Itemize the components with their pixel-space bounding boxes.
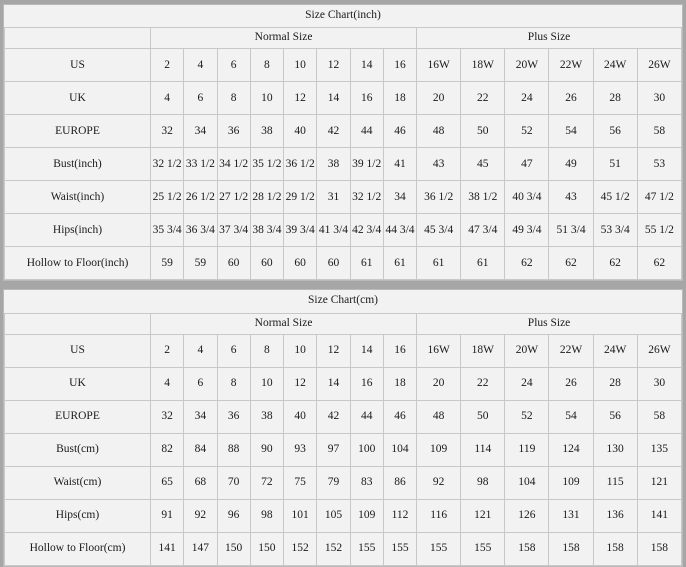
cell: 114	[461, 433, 505, 466]
group-corner-cell	[5, 313, 151, 334]
cell: 42 3/4	[350, 214, 383, 247]
table-row	[5, 214, 682, 247]
cell: 18	[383, 367, 416, 400]
cell: 32	[150, 115, 183, 148]
cell: 29 1/2	[284, 181, 317, 214]
cell: 104	[383, 433, 416, 466]
cell: 70	[217, 466, 250, 499]
cell: 6	[217, 334, 250, 367]
cell: 35 3/4	[150, 214, 183, 247]
row-label-uk: UK	[5, 367, 151, 400]
cell: 82	[150, 433, 183, 466]
cell: 109	[350, 499, 383, 532]
cell: 60	[284, 247, 317, 280]
cell: 72	[250, 466, 283, 499]
table-row	[5, 367, 682, 400]
cell: 32 1/2	[150, 148, 183, 181]
cell: 4	[184, 49, 217, 82]
page-title: Size Chart(cm)	[5, 290, 682, 313]
cell: 34	[184, 115, 217, 148]
cell: 39 1/2	[350, 148, 383, 181]
table-row	[5, 433, 682, 466]
cell: 152	[317, 532, 350, 565]
cell: 60	[317, 247, 350, 280]
cell: 22	[461, 82, 505, 115]
cell: 18W	[461, 334, 505, 367]
cell: 98	[250, 499, 283, 532]
cell: 61	[350, 247, 383, 280]
cell: 41	[383, 148, 416, 181]
cell: 49	[549, 148, 593, 181]
cell: 36 1/2	[417, 181, 461, 214]
cell: 158	[505, 532, 549, 565]
cell: 60	[250, 247, 283, 280]
cell: 141	[637, 499, 681, 532]
cell: 158	[549, 532, 593, 565]
cell: 44	[350, 115, 383, 148]
cell: 26 1/2	[184, 181, 217, 214]
cell: 105	[317, 499, 350, 532]
cell: 121	[461, 499, 505, 532]
cell: 16	[350, 82, 383, 115]
cell: 124	[549, 433, 593, 466]
cell: 130	[593, 433, 637, 466]
cell: 40	[284, 400, 317, 433]
row-label-europe: EUROPE	[5, 400, 151, 433]
row-label-us: US	[5, 49, 151, 82]
table-row	[5, 334, 682, 367]
cell: 52	[505, 115, 549, 148]
cell: 43	[549, 181, 593, 214]
size-chart-inch	[3, 4, 683, 281]
size-chart-inch-table	[4, 5, 682, 280]
cell: 54	[549, 400, 593, 433]
cell: 10	[284, 334, 317, 367]
cell: 83	[350, 466, 383, 499]
cell: 27 1/2	[217, 181, 250, 214]
cell: 58	[637, 115, 681, 148]
cell: 61	[417, 247, 461, 280]
cell: 61	[461, 247, 505, 280]
cell: 26W	[637, 49, 681, 82]
cell: 31	[317, 181, 350, 214]
cell: 38	[250, 400, 283, 433]
cell: 131	[549, 499, 593, 532]
row-label-waist: Waist(inch)	[5, 181, 151, 214]
cell: 47 3/4	[461, 214, 505, 247]
cell: 33 1/2	[184, 148, 217, 181]
cell: 75	[284, 466, 317, 499]
size-chart-cm	[3, 289, 683, 566]
cell: 91	[150, 499, 183, 532]
cell: 45	[461, 148, 505, 181]
group-corner-cell	[5, 28, 151, 49]
group-header-plus: Plus Size	[417, 313, 682, 334]
cell: 46	[383, 400, 416, 433]
cell: 136	[593, 499, 637, 532]
cell: 43	[417, 148, 461, 181]
row-label-us: US	[5, 334, 151, 367]
cell: 86	[383, 466, 416, 499]
cell: 14	[317, 82, 350, 115]
cell: 68	[184, 466, 217, 499]
cell: 50	[461, 115, 505, 148]
cell: 6	[217, 49, 250, 82]
cell: 30	[637, 82, 681, 115]
table-row	[5, 499, 682, 532]
cell: 24W	[593, 49, 637, 82]
table-row	[5, 115, 682, 148]
cell: 36	[217, 115, 250, 148]
cell: 4	[150, 367, 183, 400]
group-header-plus: Plus Size	[417, 28, 682, 49]
cell: 100	[350, 433, 383, 466]
cell: 36 3/4	[184, 214, 217, 247]
cell: 38 3/4	[250, 214, 283, 247]
cell: 150	[217, 532, 250, 565]
cell: 109	[417, 433, 461, 466]
cell: 62	[549, 247, 593, 280]
cell: 155	[383, 532, 416, 565]
cell: 59	[150, 247, 183, 280]
table-title-row	[5, 290, 682, 313]
group-header-normal: Normal Size	[150, 28, 416, 49]
cell: 20W	[505, 334, 549, 367]
row-label-hips: Hips(cm)	[5, 499, 151, 532]
row-label-waist: Waist(cm)	[5, 466, 151, 499]
row-label-hollow-to-floor: Hollow to Floor(cm)	[5, 532, 151, 565]
cell: 24W	[593, 334, 637, 367]
cell: 60	[217, 247, 250, 280]
size-chart-cm-table	[4, 290, 682, 565]
cell: 20	[417, 367, 461, 400]
cell: 12	[317, 49, 350, 82]
cell: 158	[637, 532, 681, 565]
cell: 45 1/2	[593, 181, 637, 214]
cell: 14	[350, 334, 383, 367]
cell: 16	[383, 49, 416, 82]
cell: 14	[317, 367, 350, 400]
cell: 18W	[461, 49, 505, 82]
cell: 59	[184, 247, 217, 280]
table-row	[5, 49, 682, 82]
cell: 4	[184, 334, 217, 367]
cell: 158	[593, 532, 637, 565]
table-row	[5, 148, 682, 181]
cell: 16W	[417, 49, 461, 82]
cell: 30	[637, 367, 681, 400]
cell: 46	[383, 115, 416, 148]
cell: 2	[150, 334, 183, 367]
cell: 8	[217, 82, 250, 115]
cell: 12	[317, 334, 350, 367]
cell: 51 3/4	[549, 214, 593, 247]
cell: 97	[317, 433, 350, 466]
cell: 40	[284, 115, 317, 148]
cell: 54	[549, 115, 593, 148]
table-group-row	[5, 313, 682, 334]
cell: 109	[549, 466, 593, 499]
cell: 10	[250, 82, 283, 115]
cell: 14	[350, 49, 383, 82]
row-label-hips: Hips(inch)	[5, 214, 151, 247]
row-label-bust: Bust(cm)	[5, 433, 151, 466]
table-row	[5, 181, 682, 214]
cell: 26W	[637, 334, 681, 367]
cell: 28	[593, 82, 637, 115]
cell: 10	[284, 49, 317, 82]
table-title-row	[5, 5, 682, 28]
cell: 51	[593, 148, 637, 181]
table-row	[5, 82, 682, 115]
cell: 119	[505, 433, 549, 466]
cell: 155	[417, 532, 461, 565]
cell: 56	[593, 115, 637, 148]
row-label-hollow-to-floor: Hollow to Floor(inch)	[5, 247, 151, 280]
cell: 53	[637, 148, 681, 181]
cell: 32 1/2	[350, 181, 383, 214]
table-row	[5, 400, 682, 433]
cell: 101	[284, 499, 317, 532]
cell: 6	[184, 367, 217, 400]
cell: 141	[150, 532, 183, 565]
cell: 8	[250, 334, 283, 367]
cell: 8	[250, 49, 283, 82]
cell: 42	[317, 400, 350, 433]
cell: 39 3/4	[284, 214, 317, 247]
cell: 28	[593, 367, 637, 400]
cell: 10	[250, 367, 283, 400]
cell: 4	[150, 82, 183, 115]
cell: 147	[184, 532, 217, 565]
row-label-europe: EUROPE	[5, 115, 151, 148]
cell: 115	[593, 466, 637, 499]
cell: 16W	[417, 334, 461, 367]
cell: 44	[350, 400, 383, 433]
cell: 16	[350, 367, 383, 400]
table-row	[5, 466, 682, 499]
cell: 26	[549, 82, 593, 115]
cell: 92	[417, 466, 461, 499]
cell: 104	[505, 466, 549, 499]
cell: 152	[284, 532, 317, 565]
cell: 50	[461, 400, 505, 433]
cell: 35 1/2	[250, 148, 283, 181]
cell: 58	[637, 400, 681, 433]
cell: 150	[250, 532, 283, 565]
cell: 8	[217, 367, 250, 400]
cell: 155	[461, 532, 505, 565]
cell: 90	[250, 433, 283, 466]
cell: 34	[383, 181, 416, 214]
cell: 22W	[549, 49, 593, 82]
cell: 36 1/2	[284, 148, 317, 181]
row-label-uk: UK	[5, 82, 151, 115]
cell: 12	[284, 82, 317, 115]
cell: 112	[383, 499, 416, 532]
cell: 16	[383, 334, 416, 367]
cell: 65	[150, 466, 183, 499]
cell: 62	[593, 247, 637, 280]
cell: 48	[417, 400, 461, 433]
cell: 44 3/4	[383, 214, 416, 247]
cell: 22W	[549, 334, 593, 367]
cell: 25 1/2	[150, 181, 183, 214]
cell: 62	[637, 247, 681, 280]
cell: 20	[417, 82, 461, 115]
cell: 88	[217, 433, 250, 466]
cell: 40 3/4	[505, 181, 549, 214]
cell: 47	[505, 148, 549, 181]
cell: 48	[417, 115, 461, 148]
cell: 2	[150, 49, 183, 82]
row-label-bust: Bust(inch)	[5, 148, 151, 181]
cell: 96	[217, 499, 250, 532]
cell: 24	[505, 82, 549, 115]
table-row	[5, 247, 682, 280]
cell: 47 1/2	[637, 181, 681, 214]
cell: 34 1/2	[217, 148, 250, 181]
cell: 98	[461, 466, 505, 499]
cell: 24	[505, 367, 549, 400]
cell: 84	[184, 433, 217, 466]
cell: 79	[317, 466, 350, 499]
cell: 121	[637, 466, 681, 499]
page-title: Size Chart(inch)	[5, 5, 682, 28]
cell: 34	[184, 400, 217, 433]
cell: 61	[383, 247, 416, 280]
cell: 45 3/4	[417, 214, 461, 247]
group-header-normal: Normal Size	[150, 313, 416, 334]
cell: 49 3/4	[505, 214, 549, 247]
cell: 55 1/2	[637, 214, 681, 247]
cell: 22	[461, 367, 505, 400]
cell: 41 3/4	[317, 214, 350, 247]
cell: 37 3/4	[217, 214, 250, 247]
cell: 116	[417, 499, 461, 532]
cell: 28 1/2	[250, 181, 283, 214]
cell: 18	[383, 82, 416, 115]
cell: 20W	[505, 49, 549, 82]
cell: 53 3/4	[593, 214, 637, 247]
cell: 52	[505, 400, 549, 433]
cell: 26	[549, 367, 593, 400]
cell: 32	[150, 400, 183, 433]
cell: 12	[284, 367, 317, 400]
cell: 126	[505, 499, 549, 532]
cell: 93	[284, 433, 317, 466]
cell: 38 1/2	[461, 181, 505, 214]
cell: 135	[637, 433, 681, 466]
cell: 62	[505, 247, 549, 280]
table-row	[5, 532, 682, 565]
cell: 56	[593, 400, 637, 433]
table-group-row	[5, 28, 682, 49]
cell: 42	[317, 115, 350, 148]
cell: 6	[184, 82, 217, 115]
cell: 92	[184, 499, 217, 532]
cell: 38	[250, 115, 283, 148]
cell: 38	[317, 148, 350, 181]
cell: 155	[350, 532, 383, 565]
cell: 36	[217, 400, 250, 433]
